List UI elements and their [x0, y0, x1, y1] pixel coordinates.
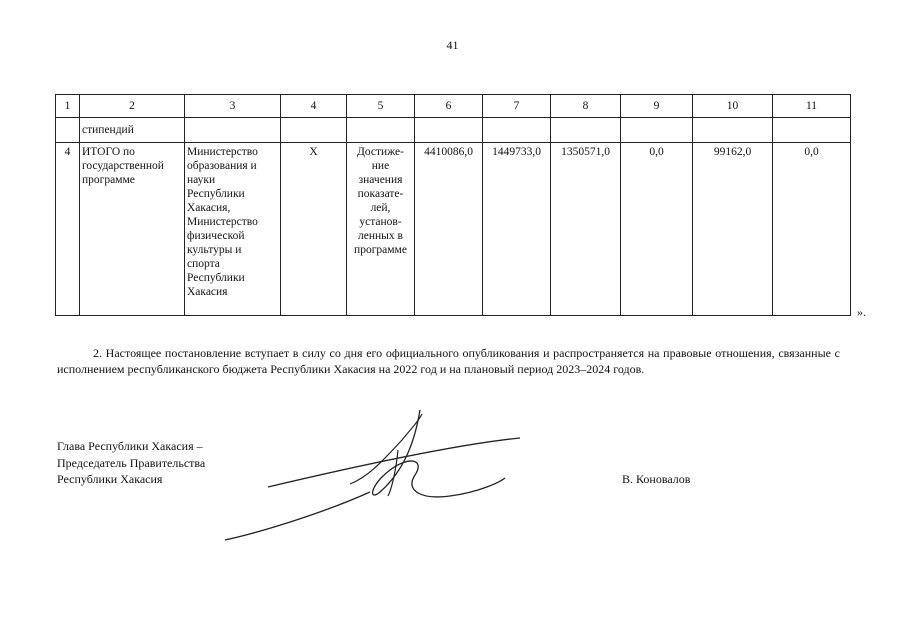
header-cell: 1 — [56, 95, 80, 118]
table-cell — [773, 118, 851, 143]
table-cell — [185, 118, 281, 143]
header-cell: 8 — [551, 95, 621, 118]
row-value-8: 1350571,0 — [551, 143, 621, 316]
row-value-9: 0,0 — [621, 143, 693, 316]
table-row-total — [56, 143, 851, 316]
table-cell — [415, 118, 483, 143]
row-goal: Достиже- ние значения показате- лей, установ- ленных в программе — [347, 143, 415, 316]
continuation-text: стипендий — [80, 118, 185, 143]
signatory-title: Глава Республики Хакасия – Председатель Правительства Республики Хакасия — [57, 439, 206, 486]
paragraph-2: 2. Настоящее постановление вступает в силу со дня его официального опубликования и распространяется на правовые отношения, связанные с исполнением республиканского бюджета Республики Хакасия на 2022 год и на плановый период 2023–2024 годов. — [57, 346, 840, 376]
table-cell — [347, 118, 415, 143]
closing-quote: ». — [857, 305, 866, 319]
header-cell: 5 — [347, 95, 415, 118]
row-value-6: 4410086,0 — [415, 143, 483, 316]
header-cell: 11 — [773, 95, 851, 118]
header-cell: 3 — [185, 95, 281, 118]
header-cell: 10 — [693, 95, 773, 118]
table-cell — [551, 118, 621, 143]
header-cell: 4 — [281, 95, 347, 118]
table-cell — [693, 118, 773, 143]
row-name: ИТОГО по государственной программе — [80, 143, 185, 316]
header-cell: 9 — [621, 95, 693, 118]
table-cell — [621, 118, 693, 143]
table-cell — [56, 118, 80, 143]
table-cell — [281, 118, 347, 143]
table-cell — [483, 118, 551, 143]
handwritten-signature — [220, 400, 540, 550]
page-number: 41 — [446, 38, 459, 52]
row-value-11: 0,0 — [773, 143, 851, 316]
row-number: 4 — [56, 143, 80, 316]
signatory-name: В. Коновалов — [622, 472, 691, 486]
table-row-continuation — [56, 118, 851, 143]
row-value-7: 1449733,0 — [483, 143, 551, 316]
row-executor: Министерство образования и науки Республики Хакасия, Министерство физической культуры и спорта Республики Хакасия — [185, 143, 281, 316]
row-mark: Х — [281, 143, 347, 316]
program-table — [55, 94, 851, 316]
row-value-10: 99162,0 — [693, 143, 773, 316]
header-cell: 2 — [80, 95, 185, 118]
table-header-row — [56, 95, 851, 118]
header-cell: 7 — [483, 95, 551, 118]
header-cell: 6 — [415, 95, 483, 118]
